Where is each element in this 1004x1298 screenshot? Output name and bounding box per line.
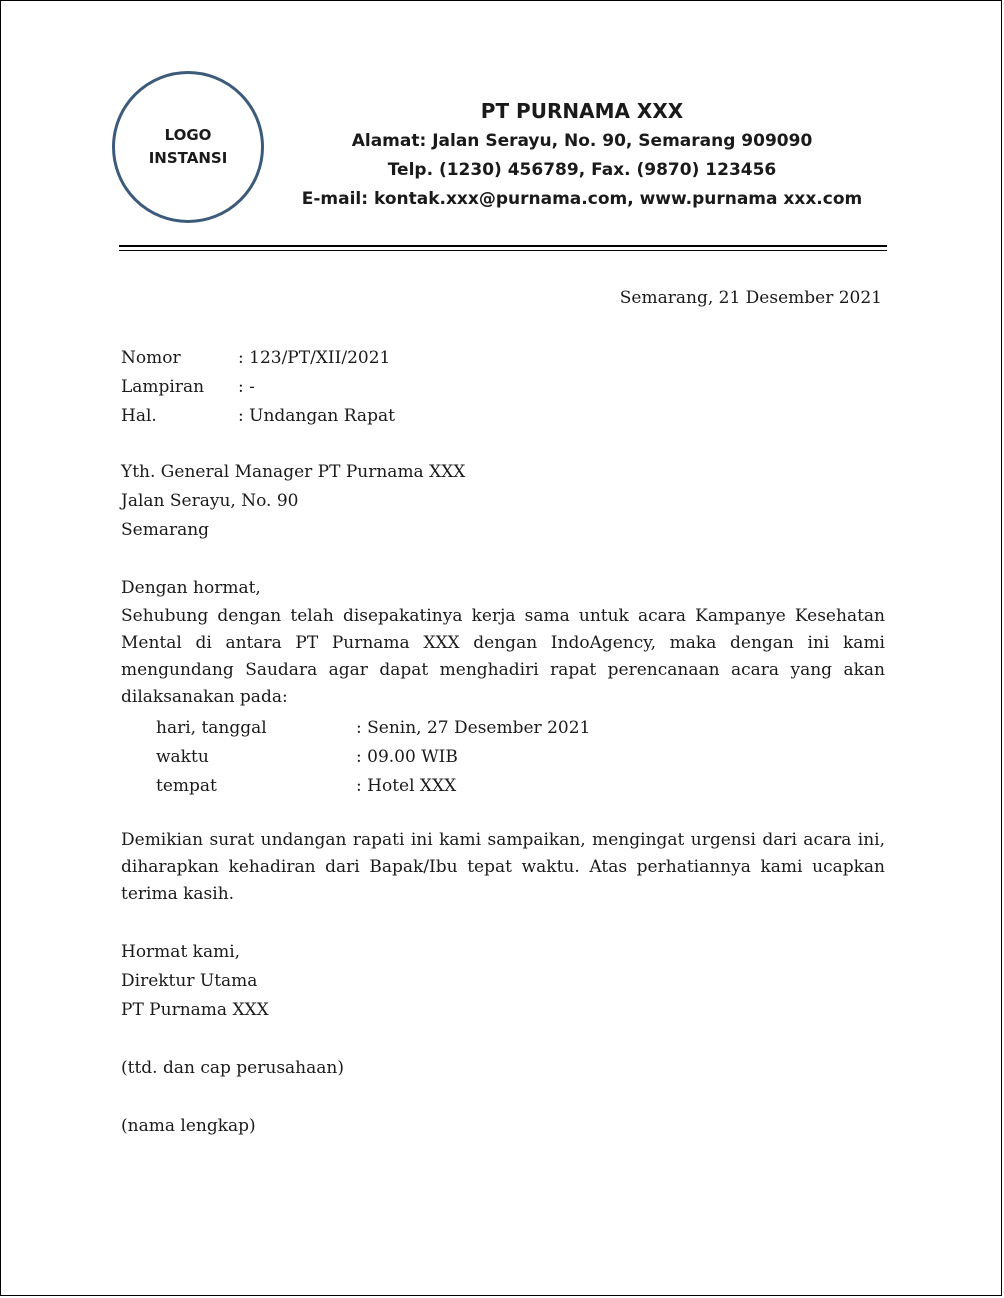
agenda-row-place <box>156 771 590 800</box>
agenda-details <box>156 713 590 800</box>
letter-meta <box>121 343 395 430</box>
letterhead-divider <box>119 245 887 251</box>
logo-text-line1: LOGO <box>164 126 212 144</box>
company-email: E-mail: kontak.xxx@purnama.com, www.purnama xxx.com <box>301 189 863 209</box>
closing-line: PT Purnama XXX <box>121 1000 269 1020</box>
agenda-row-date <box>156 713 590 742</box>
letter-date: Semarang, 21 Desember 2021 <box>619 288 882 308</box>
signature-note: (ttd. dan cap perusahaan) <box>121 1058 344 1078</box>
meta-value: : - <box>238 376 255 397</box>
recipient-block <box>121 458 465 545</box>
logo-text-line2: INSTANSI <box>148 149 228 167</box>
closing-block <box>121 938 269 1025</box>
recipient-line: Semarang <box>121 520 210 540</box>
closing-line: Hormat kami, <box>121 942 241 962</box>
agenda-label: tempat <box>156 775 217 796</box>
meta-row-lampiran <box>121 372 395 401</box>
meta-value: : Undangan Rapat <box>238 405 395 426</box>
meta-label: Lampiran <box>121 376 205 397</box>
meta-row-nomor <box>121 343 395 372</box>
recipient-line: Yth. General Manager PT Purnama XXX <box>121 462 466 482</box>
agenda-value: : 09.00 WIB <box>356 746 458 767</box>
agenda-row-time <box>156 742 590 771</box>
closing-paragraph-block <box>121 827 885 908</box>
letter-body <box>121 574 885 711</box>
closing-line: Direktur Utama <box>121 971 258 991</box>
company-address: Alamat: Jalan Serayu, No. 90, Semarang 909090 <box>351 131 813 151</box>
agenda-value: : Hotel XXX <box>356 775 457 796</box>
agenda-label: waktu <box>156 746 209 767</box>
meta-row-hal <box>121 401 395 430</box>
closing-paragraph: Demikian surat undangan rapati ini kami sampaikan, mengingat urgensi dari acara ini, diharapkan kehadiran dari Bapak/Ibu tepat waktu. Atas perhatiannya kami ucapkan terima kasih. <box>121 830 885 904</box>
recipient-line: Jalan Serayu, No. 90 <box>121 491 299 511</box>
company-name: PT PURNAMA XXX <box>480 99 684 123</box>
logo-placeholder <box>112 71 264 223</box>
meta-label: Nomor <box>121 347 181 368</box>
salutation: Dengan hormat, <box>121 578 261 598</box>
agenda-label: hari, tanggal <box>156 717 267 738</box>
intro-paragraph: Sehubung dengan telah disepakatinya kerja sama untuk acara Kampanye Kesehatan Mental di antara PT Purnama XXX dengan IndoAgency, maka dengan ini kami mengundang Saudara agar dapat menghadiri rapat perencanaan acara yang akan dilaksanakan pada: <box>121 606 885 707</box>
agenda-value: : Senin, 27 Desember 2021 <box>356 717 591 738</box>
signer-full-name: (nama lengkap) <box>121 1116 256 1136</box>
letterhead <box>297 95 867 214</box>
meta-label: Hal. <box>121 405 157 426</box>
company-phone: Telp. (1230) 456789, Fax. (9870) 123456 <box>387 160 777 180</box>
meta-value: : 123/PT/XII/2021 <box>238 347 391 368</box>
